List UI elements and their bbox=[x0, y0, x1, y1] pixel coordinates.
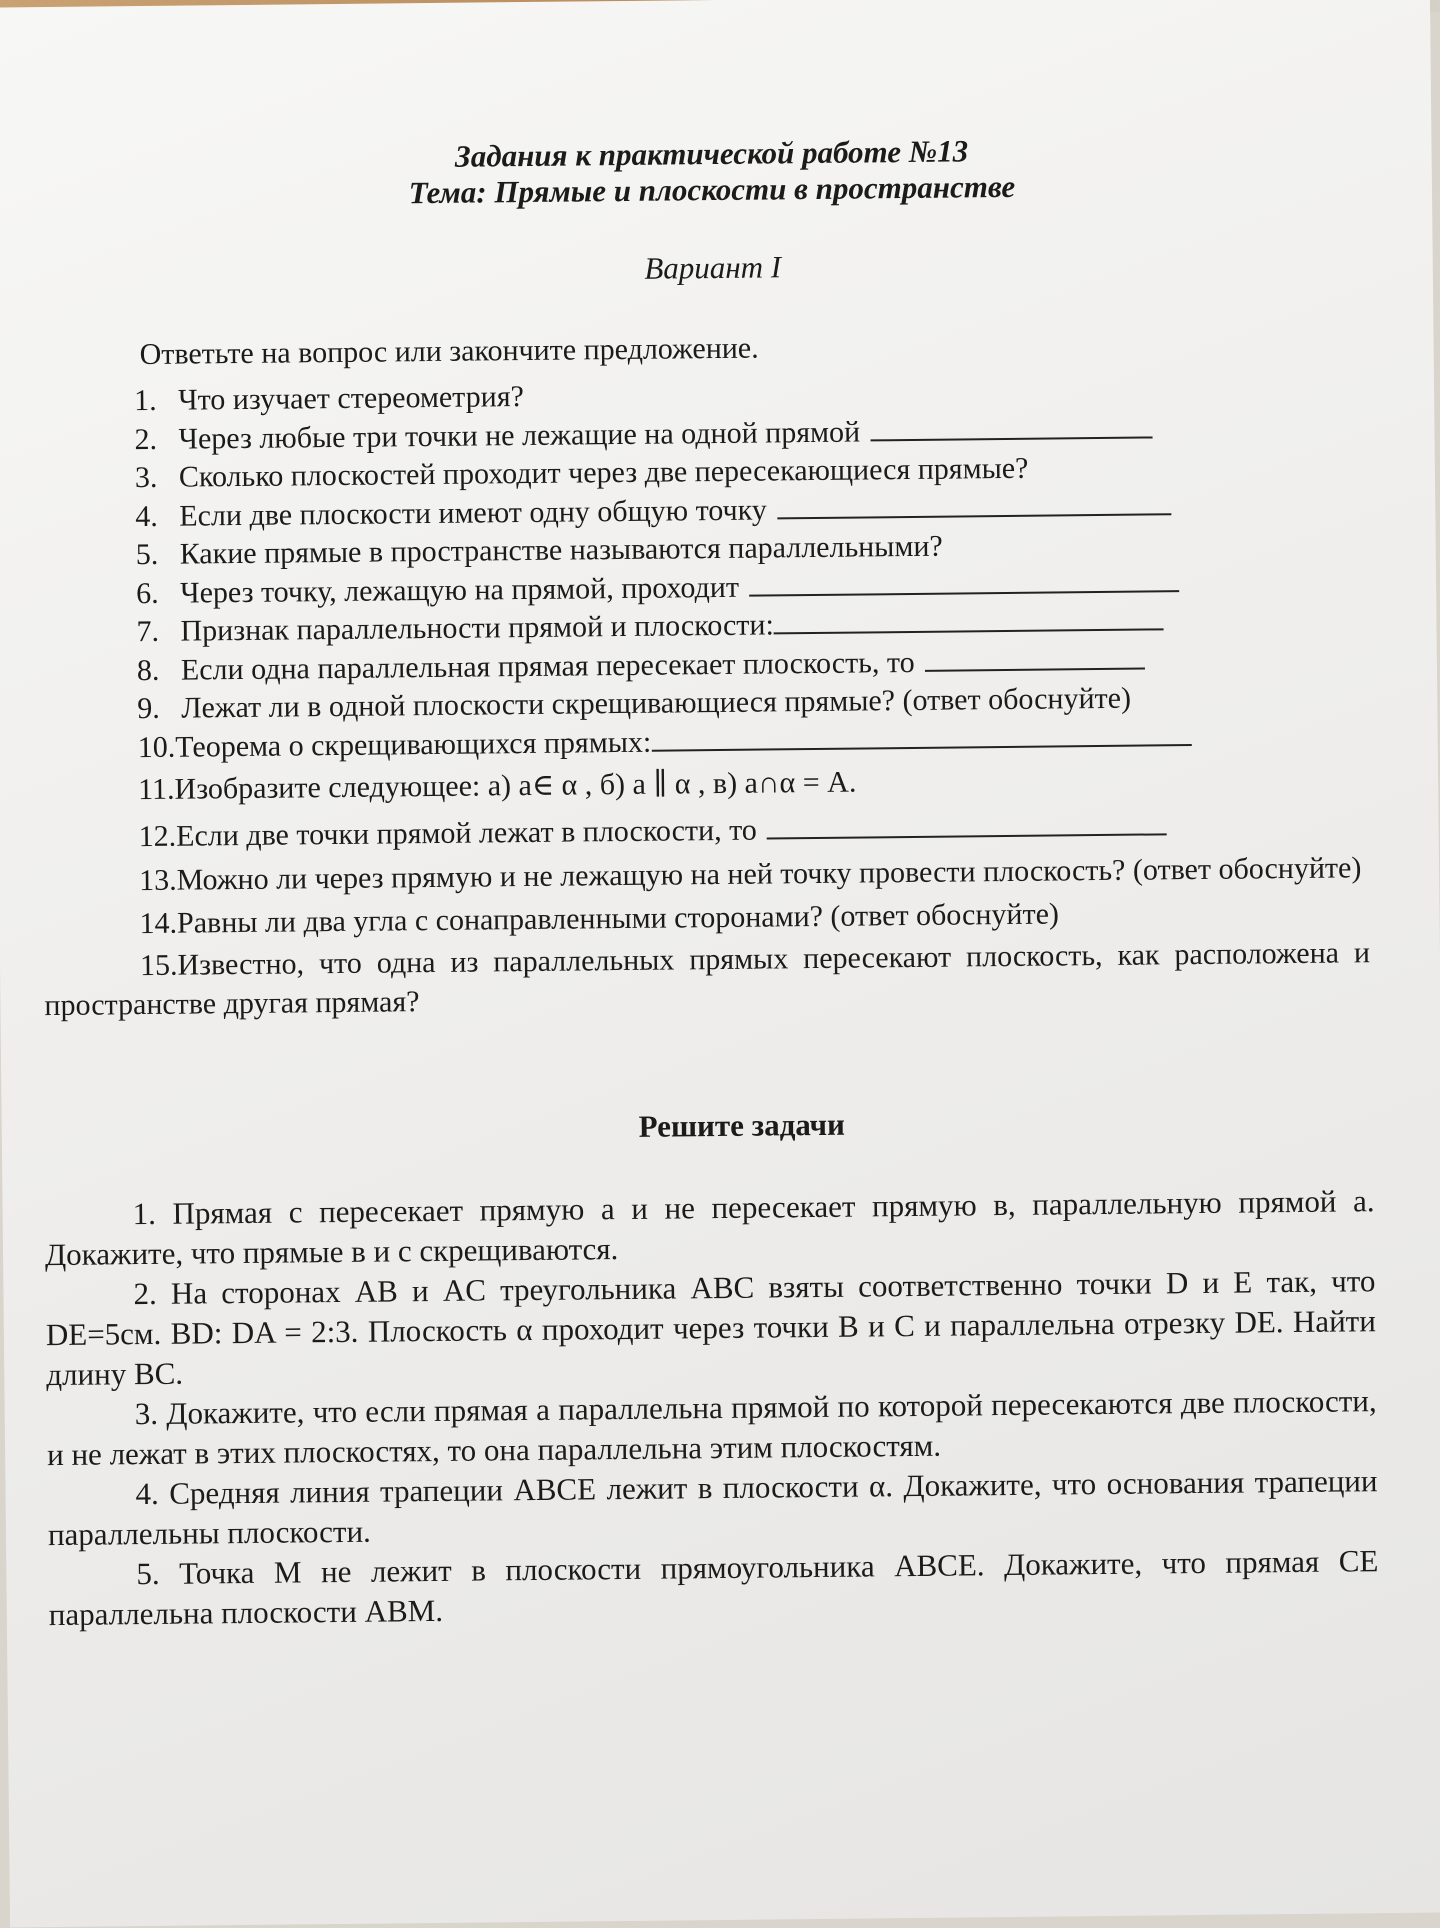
task-5 bbox=[48, 1541, 1379, 1635]
task-number: 2. bbox=[133, 1275, 157, 1312]
question-text: Через точку, лежащую на прямой, проходит bbox=[179, 570, 740, 610]
answer-blank[interactable] bbox=[767, 807, 1167, 839]
variant-label: Вариант I bbox=[644, 249, 782, 286]
question-number: 7. bbox=[136, 614, 160, 649]
answer-blank[interactable] bbox=[777, 487, 1171, 519]
task-number: 3. bbox=[134, 1395, 159, 1432]
question-11 bbox=[138, 758, 1368, 809]
question-text: Сколько плоскостей проходит через две пересекающиеся прямые? bbox=[178, 451, 1029, 494]
question-text: Изобразите следующее: а) a∈ α , б) a ∥ α , в) a∩α = A. bbox=[174, 765, 857, 806]
question-number: 1. bbox=[133, 383, 157, 418]
task-text: Точка M не лежит в плоскости прямоугольника ABCE. Докажите, что прямая CE параллельна плоскости ABM. bbox=[48, 1543, 1379, 1633]
answer-blank[interactable] bbox=[870, 410, 1152, 441]
worksheet-title: Задания к практической работе №13 bbox=[454, 133, 969, 174]
question-number: 6. bbox=[135, 576, 159, 610]
answer-blank[interactable] bbox=[651, 718, 1191, 752]
task-2 bbox=[45, 1261, 1376, 1395]
question-text: Можно ли через прямую и не лежащую на ней точку провести плоскость? (ответ обоснуйте) bbox=[176, 851, 1362, 897]
question-number: 14. bbox=[139, 906, 178, 940]
answer-blank[interactable] bbox=[924, 641, 1144, 671]
task-text: Прямая с пересекает прямую а и не пересекает прямую в, параллельную прямой а. Докажите, что прямые в и с скрещиваются. bbox=[44, 1183, 1375, 1273]
task-text: На сторонах AB и AC треугольника ABC взяты соответственно точки D и E так, что DE=5см. BD: DA = 2:3. Плоскость α проходит через точки B и C и параллельна отрезку DE. Найти длину BC. bbox=[45, 1263, 1376, 1393]
questions-intro: Ответьте на вопрос или закончите предложение. bbox=[139, 331, 759, 372]
question-text: Теорема о скрещивающихся прямых: bbox=[175, 725, 652, 764]
task-3 bbox=[47, 1381, 1378, 1475]
task-text: Докажите, что если прямая а параллельна прямой по которой пересекаются две плоскости, и не лежат в этих плоскостях, то она параллельна этим плоскостям. bbox=[46, 1383, 1377, 1473]
question-text: Известно, что одна из параллельных прямых пересекают плоскость, как расположена и пространстве другая прямая? bbox=[44, 936, 1371, 1022]
question-text: Лежат ли в одной плоскости скрещивающиеся прямые? (ответ обоснуйте) bbox=[181, 681, 1132, 725]
question-text: Через любые три точки не лежащие на одной прямой bbox=[178, 415, 861, 456]
question-text: Равны ли два угла с сонаправленными сторонами? (ответ обоснуйте) bbox=[176, 896, 1060, 940]
questions-list bbox=[44, 369, 1371, 1024]
task-4 bbox=[47, 1461, 1378, 1555]
task-number: 1. bbox=[132, 1195, 157, 1232]
task-number: 4. bbox=[135, 1475, 159, 1512]
question-number: 3. bbox=[134, 460, 158, 495]
question-number: 10. bbox=[137, 730, 176, 764]
question-text: Если две точки прямой лежат в плоскости, то bbox=[175, 813, 758, 853]
question-number: 4. bbox=[135, 499, 158, 533]
tasks-title: Решите задачи bbox=[638, 1106, 846, 1144]
question-text: Признак параллельности прямой и плоскости: bbox=[180, 608, 774, 648]
question-text: Если одна параллельная прямая пересекает плоскость, то bbox=[180, 645, 915, 687]
task-text: Средняя линия трапеции ABCE лежит в плоскости α. Докажите, что основания трапеции параллельны плоскости. bbox=[47, 1463, 1378, 1553]
task-1 bbox=[44, 1181, 1375, 1275]
question-text: Что изучает стереометрия? bbox=[177, 380, 525, 417]
answer-blank[interactable] bbox=[749, 564, 1179, 597]
question-number: 15. bbox=[139, 948, 178, 983]
question-number: 11. bbox=[138, 772, 175, 807]
question-text: Какие прямые в пространстве называются параллельными? bbox=[179, 529, 943, 571]
worksheet-topic: Тема: Прямые и плоскости в пространстве bbox=[408, 168, 1016, 211]
answer-blank[interactable] bbox=[774, 602, 1164, 634]
tasks-list bbox=[44, 1181, 1379, 1635]
task-number: 5. bbox=[136, 1555, 160, 1592]
question-number: 2. bbox=[134, 422, 158, 456]
question-15 bbox=[44, 934, 1371, 1025]
question-12 bbox=[138, 805, 1368, 856]
question-number: 12. bbox=[138, 819, 177, 853]
question-number: 9. bbox=[137, 691, 161, 726]
question-text: Если две плоскости имеют одну общую точку bbox=[179, 492, 767, 533]
question-number: 13. bbox=[138, 863, 177, 898]
question-number: 5. bbox=[135, 537, 159, 572]
question-number: 8. bbox=[136, 653, 160, 687]
